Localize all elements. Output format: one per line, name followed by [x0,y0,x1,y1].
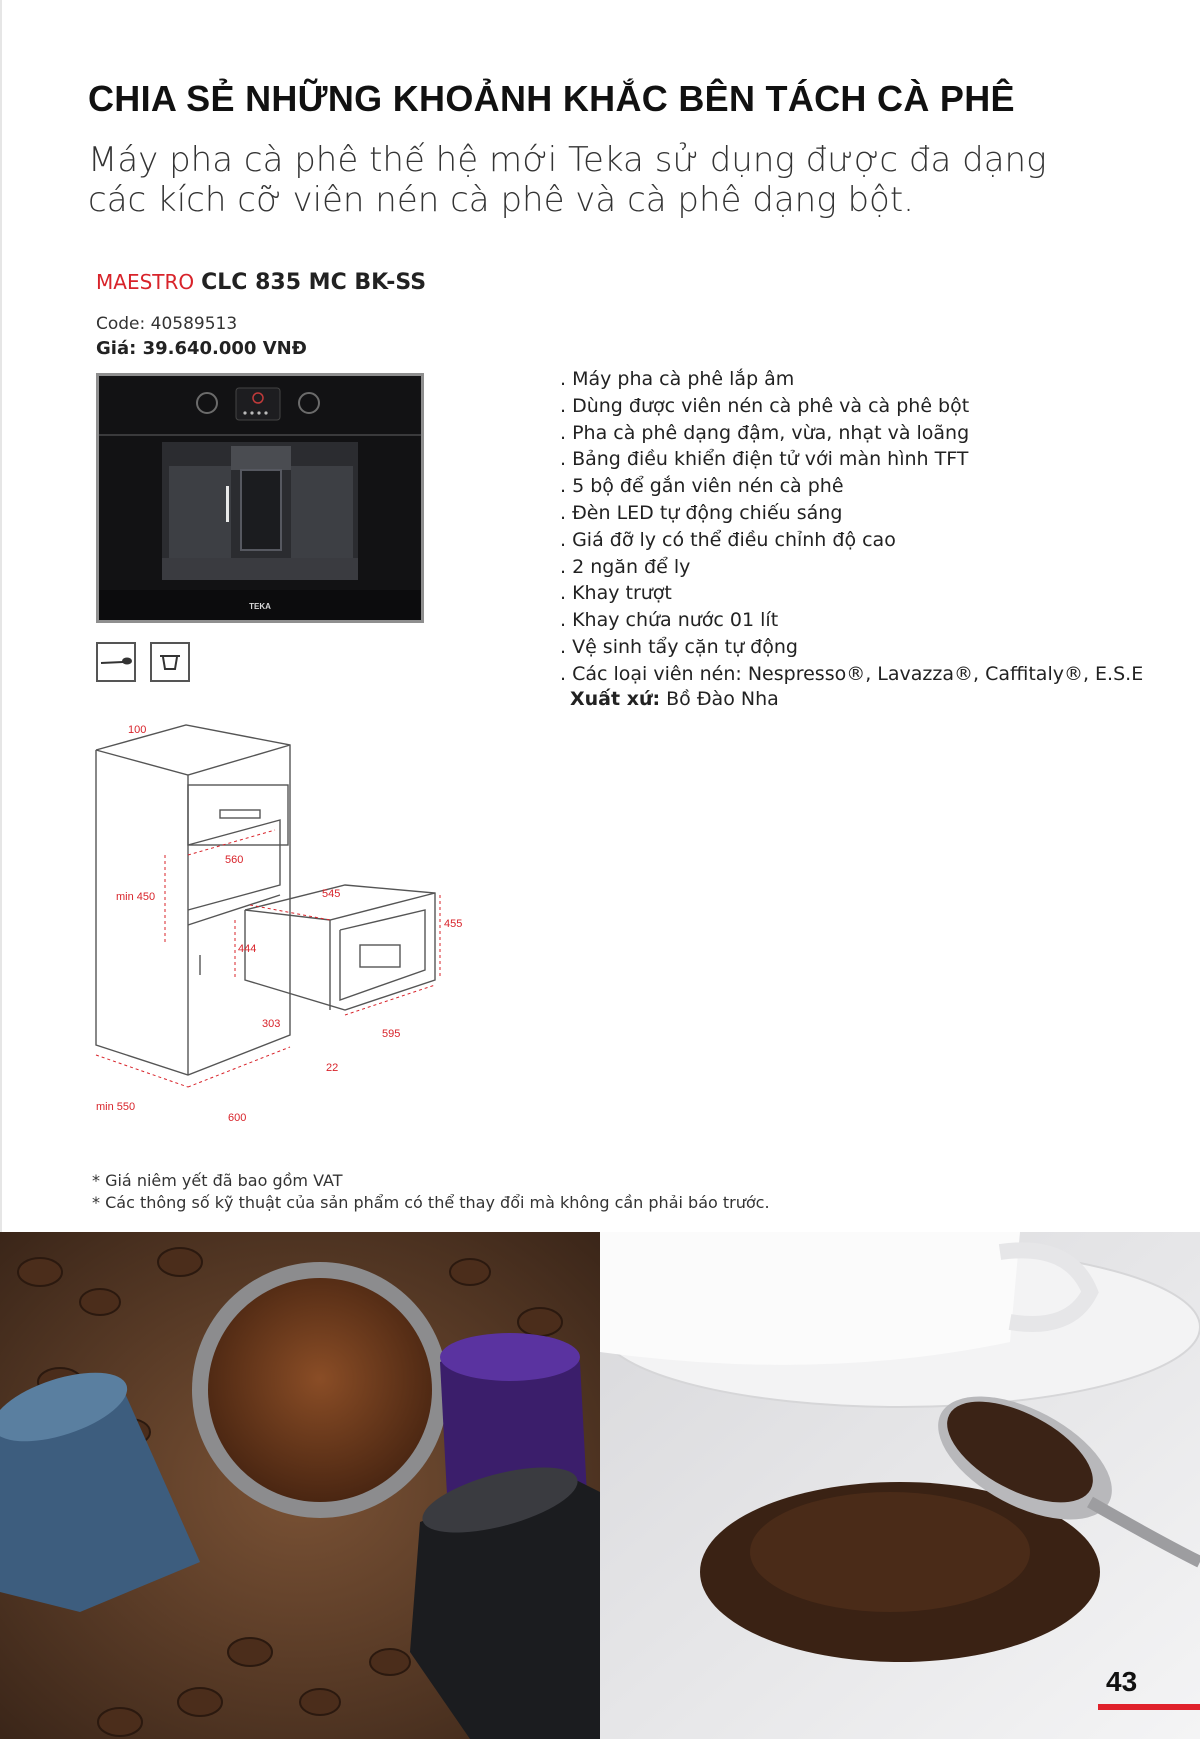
note-specs: * Các thông số kỹ thuật của sản phẩm có thể thay đổi mà không cần phải báo trước. [92,1193,770,1212]
dim-100: 100 [128,724,147,736]
footnotes [92,1170,770,1214]
dim-545: 545 [322,888,341,900]
product-photo [96,373,424,623]
feature-item: . Dùng được viên nén cà phê và cà phê bột [560,394,970,417]
dim-444: 444 [238,943,257,955]
price-label: Giá: [96,338,137,359]
dim-22: 22 [326,1062,339,1074]
origin-label: Xuất xứ: [570,688,661,710]
product-model: CLC 835 MC BK-SS [201,270,427,295]
subtitle-line-1: Máy pha cà phê thế hệ mới Teka sử dụng được đa dạng [88,140,1047,180]
coffee-machine-illustration [99,376,421,620]
feature-item: . 5 bộ để gắn viên nén cà phê [560,475,844,498]
dim-560: 560 [225,854,244,866]
dim-600: 600 [228,1112,247,1124]
feature-item: . Bảng điều khiển điện tử với màn hình TFT [560,448,969,471]
feature-item: . Pha cà phê dạng đậm, vừa, nhạt và loãng [560,421,970,444]
page-left-rule [0,0,2,1232]
subtitle-line-2: các kích cỡ viên nén cà phê và cà phê dạng bột. [88,180,914,220]
dim-455: 455 [444,918,463,930]
price-value: 39.640.000 VNĐ [142,338,307,359]
installation-diagram [90,715,470,1145]
spoon-icon [96,642,136,682]
product-origin [570,688,779,710]
feature-item: . 2 ngăn để ly [560,555,691,578]
product-code: Code: 40589513 [96,314,238,334]
dim-min-450: min 450 [116,891,156,903]
page-number: 43 [1106,1666,1138,1697]
page-number-bar [1098,1704,1200,1710]
page-subtitle [88,140,1088,220]
feature-item: . Đèn LED tự động chiếu sáng [560,501,843,524]
dim-303: 303 [262,1018,281,1030]
origin-value: Bồ Đào Nha [666,688,779,710]
ground-coffee-photo [600,1232,1200,1739]
feature-item: . Vệ sinh tẩy cặn tự động [560,635,798,658]
product-model-heading [96,270,426,295]
page-title: CHIA SẺ NHỮNG KHOẢNH KHẮC BÊN TÁCH CÀ PHÊ [88,78,1015,119]
feature-item: . Máy pha cà phê lắp âm [560,368,795,390]
features-list [560,366,1160,688]
product-price [96,338,307,359]
product-series: MAESTRO [96,270,195,294]
coffee-capsules-photo [0,1232,600,1739]
cup-icon [150,642,190,682]
dim-595: 595 [382,1028,401,1040]
dim-min-550: min 550 [96,1101,136,1113]
feature-item: . Khay trượt [560,582,672,605]
feature-item: . Khay chứa nước 01 lít [560,609,779,632]
feature-item: . Giá đỡ ly có thể điều chỉnh độ cao [560,528,896,551]
feature-item: . Các loại viên nén: Nespresso®, Lavazza®, Caffitaly®, E.S.E [560,662,1144,685]
brand-logo-text: TEKA [249,602,271,611]
note-vat: * Giá niêm yết đã bao gồm VAT [92,1171,343,1190]
